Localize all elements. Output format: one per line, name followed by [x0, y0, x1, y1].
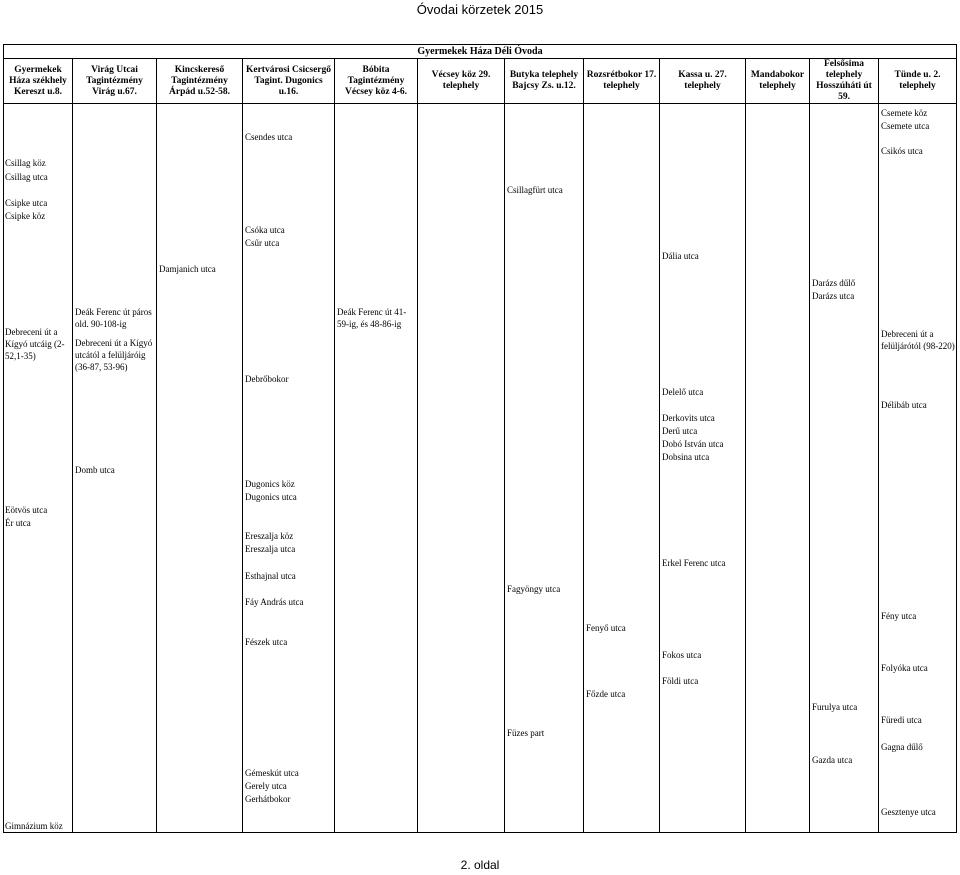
street-entry: Debrőbokor [245, 374, 289, 384]
street-entry: Debreceni út a Kígyó utcától a felüljáróig (36-87, 53-96) [75, 338, 153, 372]
column-header: Felsősima telephely Hosszúháti út 59. [809, 58, 878, 104]
street-entry: Fáy András utca [245, 597, 304, 607]
street-entry: Fény utca [881, 611, 917, 621]
column-header: Rozsrétbokor 17. telephely [583, 58, 659, 104]
street-entry: Földi utca [662, 676, 699, 686]
street-entry: Erkel Ferenc utca [662, 558, 726, 568]
street-entry: Darázs dűlő [812, 278, 856, 288]
column-divider [334, 104, 335, 832]
column-header: Gyermekek Háza székhely Kereszt u.8. [3, 58, 72, 104]
street-entry: Damjanich utca [159, 264, 216, 274]
street-entry: Esthajnal utca [245, 571, 296, 581]
column-divider [156, 104, 157, 832]
column-divider [504, 104, 505, 832]
street-entry: Domb utca [75, 465, 115, 475]
column-divider [72, 104, 73, 832]
street-entry: Gémeskút utca [245, 768, 299, 778]
street-entry: Deák Ferenc út páros old. 90-108-ig [75, 307, 152, 329]
column-header: Kassa u. 27. telephely [659, 58, 745, 104]
page-title: Óvodai körzetek 2015 [416, 2, 544, 17]
column-divider [242, 104, 243, 832]
street-entry: Derű utca [662, 426, 698, 436]
street-entry: Fenyő utca [586, 623, 626, 633]
column-header: Vécsey köz 29. telephely [417, 58, 504, 104]
street-entry: Dobó István utca [662, 439, 724, 449]
street-entry: Delelő utca [662, 387, 704, 397]
group-header: Gyermekek Háza Déli Óvoda [3, 44, 957, 58]
street-entry: Dugonics utca [245, 492, 297, 502]
street-entry: Csóka utca [245, 225, 285, 235]
street-entry: Dália utca [662, 251, 699, 261]
street-entry: Dobsina utca [662, 452, 710, 462]
street-entry: Darázs utca [812, 291, 855, 301]
street-entry: Gimnázium köz [5, 821, 63, 831]
street-entry: Gazda utca [812, 755, 853, 765]
street-entry: Furulya utca [812, 702, 858, 712]
street-entry: Csemete utca [881, 121, 930, 131]
street-entry: Csikós utca [881, 146, 923, 156]
street-entry: Gesztenye utca [881, 807, 936, 817]
table-bottom-border [3, 832, 957, 833]
column-header: Kincskereső Tagintézmény Árpád u.52-58. [156, 58, 242, 104]
street-entry: Fagyöngy utca [507, 584, 561, 594]
street-entry: Gagna dűlő [881, 742, 923, 752]
street-entry: Eötvös utca [5, 505, 48, 515]
column-divider [878, 104, 879, 832]
column-header: Kertvárosi Csicsergő Tagint. Dugonics u.16. [242, 58, 334, 104]
street-entry: Gerhátbokor [245, 794, 291, 804]
column-divider [809, 104, 810, 832]
column-divider [583, 104, 584, 832]
street-entry: Deák Ferenc út 41-59-ig, és 48-86-ig [337, 307, 407, 329]
column-divider [659, 104, 660, 832]
street-entry: Gerely utca [245, 781, 287, 791]
street-entry: Derkovits utca [662, 413, 715, 423]
street-entry: Csillag utca [5, 172, 48, 182]
street-entry: Ereszalja utca [245, 544, 296, 554]
street-entry: Csipke köz [5, 211, 46, 221]
street-entry: Csendes utca [245, 132, 293, 142]
column-header: Bóbita Tagintézmény Vécsey köz 4-6. [334, 58, 417, 104]
column-header: Mandabokor telephely [745, 58, 809, 104]
street-entry: Csűr utca [245, 238, 280, 248]
column-divider [3, 104, 4, 832]
street-entry: Ereszalja köz [245, 531, 294, 541]
street-entry: Folyóka utca [881, 663, 928, 673]
street-entry: Délibáb utca [881, 400, 927, 410]
street-entry: Füzes part [507, 728, 545, 738]
column-header: Virág Utcai Tagintézmény Virág u.67. [72, 58, 156, 104]
street-entry: Debreceni út a felüljárótól (98-220) [881, 329, 955, 351]
column-divider [417, 104, 418, 832]
column-divider [745, 104, 746, 832]
page-number: 2. oldal [460, 858, 500, 872]
street-entry: Főzde utca [586, 689, 626, 699]
street-entry: Debreceni út a Kígyó utcáig (2-52,1-35) [5, 327, 65, 361]
column-divider [956, 104, 957, 832]
street-entry: Csipke utca [5, 198, 48, 208]
street-entry: Fokos utca [662, 650, 702, 660]
street-entry: Dugonics köz [245, 479, 295, 489]
column-header: Tünde u. 2. telephely [878, 58, 957, 104]
street-entry: Csemete köz [881, 108, 928, 118]
street-entry: Füredi utca [881, 715, 922, 725]
column-header: Butyka telephely Bajcsy Zs. u.12. [504, 58, 583, 104]
street-entry: Ér utca [5, 518, 31, 528]
street-entry: Csillagfürt utca [507, 185, 563, 195]
street-entry: Csillag köz [5, 158, 46, 168]
street-entry: Fészek utca [245, 637, 288, 647]
